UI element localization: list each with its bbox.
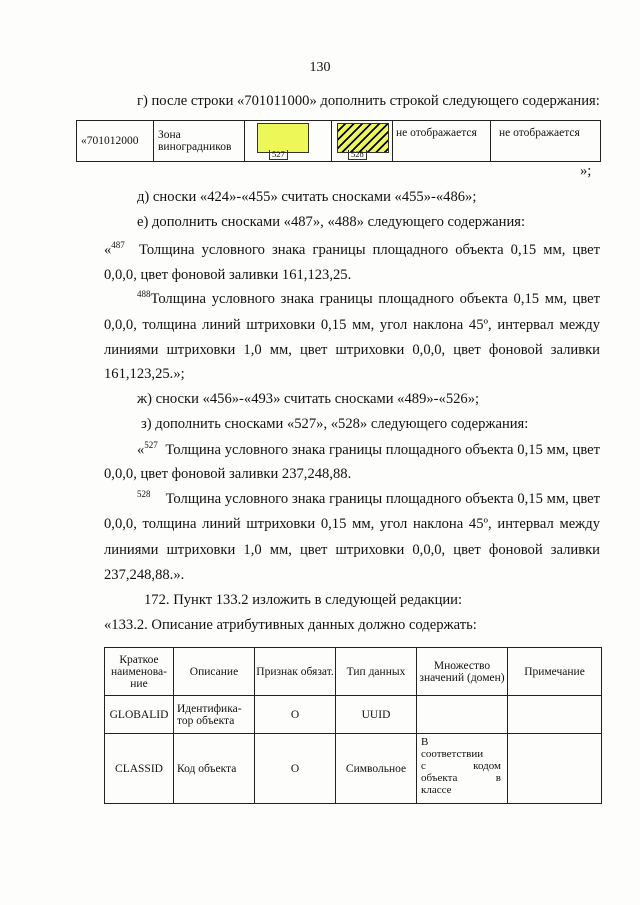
- cell-name: GLOBALID: [105, 696, 174, 734]
- cell-data-type: Символьное: [336, 734, 417, 804]
- table-row: [105, 696, 602, 734]
- paragraph-133-2: «133.2. Описание атрибутивных данных должно содержать:: [104, 617, 477, 633]
- table-row: [105, 734, 602, 804]
- footnote-487-line-2: 0,0,0, цвет фоновой заливки 161,123,25.: [104, 267, 352, 283]
- cell-description: Код объекта: [174, 734, 255, 804]
- header-required: Признак обязат.: [255, 648, 336, 696]
- name-cell: Зона виноградников: [154, 121, 245, 162]
- symbol-cell-solid: [245, 121, 332, 162]
- page-number: 130: [309, 60, 331, 75]
- code-cell: «701012000: [77, 121, 154, 162]
- display-cell: не отображается: [393, 121, 491, 162]
- cell-name: CLASSID: [105, 734, 174, 804]
- footnote-487-line-1: «$^{487}$ Толщина условного знака границы площадного объекта 0,15 мм, цвет: [104, 240, 600, 258]
- cell-note: [508, 696, 602, 734]
- footnote-488-line-3: линиями штриховки 1,0 мм, цвет штриховки 0,0,0, цвет фоновой заливки: [104, 342, 600, 358]
- footnote-528-line-1: $^{528}$ Толщина условного знака границы площадного объекта 0,15 мм, цвет: [137, 489, 601, 507]
- header-description: Описание: [174, 648, 255, 696]
- item-z: з) дополнить сносками «527», «528» следующего содержания:: [141, 416, 529, 432]
- cell-required: О: [255, 696, 336, 734]
- symbol-cell-hatch: [332, 121, 393, 162]
- cell-note: [508, 734, 602, 804]
- item-d: д) сноски «424»-«455» считать сносками «455»-«486»;: [137, 189, 477, 205]
- footnote-488-line-4: 161,123,25.»;: [104, 366, 185, 382]
- footnote-ref: 528: [348, 150, 367, 160]
- header-note: Примечание: [508, 648, 602, 696]
- table-header-row: [105, 648, 602, 696]
- footnote-528-line-3: линиями штриховки 1,0 мм, цвет штриховки 0,0,0, цвет фоновой заливки: [104, 542, 600, 558]
- footnote-ref: 527: [269, 150, 288, 160]
- display-cell: не отображается: [491, 121, 601, 162]
- cell-description: Идентифика-тор объекта: [174, 696, 255, 734]
- footnote-527-line-1: «$^{527}$ Толщина условного знака границы площадного объекта 0,15 мм, цвет: [137, 440, 601, 458]
- footnote-527-line-2: 0,0,0, цвет фоновой заливки 237,248,88.: [104, 466, 352, 482]
- cell-domain: [417, 696, 508, 734]
- footnote-528-line-2: 0,0,0, толщина линий штриховки 0,15 мм, угол наклона 45º, интервал между: [104, 516, 600, 532]
- paragraph-g: г) после строки «701011000» дополнить строкой следующего содержания:: [137, 93, 600, 109]
- table-row: [77, 121, 601, 162]
- cell-data-type: UUID: [336, 696, 417, 734]
- closing-quote: »;: [580, 163, 592, 179]
- cell-required: О: [255, 734, 336, 804]
- footnote-488-line-1: $^{488}$Толщина условного знака границы площадного объекта 0,15 мм, цвет: [137, 289, 600, 307]
- item-zh: ж) сноски «456»-«493» считать сносками «489»-«526»;: [137, 391, 480, 407]
- legend-table: [76, 120, 601, 162]
- footnote-488-line-2: 0,0,0, толщина линий штриховки 0,15 мм, угол наклона 45º, интервал между: [104, 317, 600, 333]
- attributes-table: [104, 647, 602, 804]
- footnote-528-line-4: 237,248,88.».: [104, 567, 185, 583]
- header-domain: Множество значений (домен): [417, 648, 508, 696]
- cell-domain: В соответствии с кодом объекта в классе: [417, 734, 508, 804]
- paragraph-172: 172. Пункт 133.2 изложить в следующей редакции:: [144, 592, 463, 608]
- header-data-type: Тип данных: [336, 648, 417, 696]
- header-name: Краткое наименова-ние: [105, 648, 174, 696]
- item-e: е) дополнить сносками «487», «488» следующего содержания:: [137, 214, 526, 230]
